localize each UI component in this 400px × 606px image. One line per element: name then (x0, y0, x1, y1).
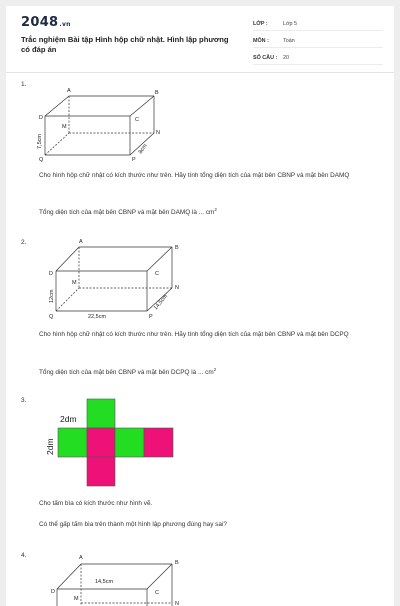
prompt-text: Tổng diện tích của mặt bên CBNP và mặt bên DCPQ là ... cm (39, 369, 214, 377)
vertex-d: D (49, 271, 53, 277)
top-dimension-label: 2dm (60, 414, 77, 424)
depth-label: 14,5cm (152, 293, 170, 312)
question-3 (6, 392, 394, 542)
page-title: Trắc nghiệm Bài tập Hình hộp chữ nhật. Hình lập phương có đáp án (21, 35, 229, 54)
cuboid-figure (31, 235, 181, 321)
question-number: 4. (21, 552, 27, 559)
question-4 (6, 546, 394, 606)
page-header (6, 6, 394, 73)
meta-key: MÔN : (253, 37, 269, 44)
vertex-b: B (175, 560, 179, 566)
question-text: Cho hình hộp chữ nhật có kích thước như trên. Hãy tính tổng diện tích của mặt bên CBNP và mặt bên DCPQ (39, 331, 349, 338)
vertex-b: B (155, 90, 159, 96)
vertex-b: B (175, 245, 179, 251)
net-face-right (115, 428, 144, 457)
question-number: 1. (21, 81, 27, 88)
meta-row-subject (253, 34, 383, 48)
answer-prompt: Có thể gấp tấm bìa trên thành một hình lập phương đúng hay sai? (39, 521, 227, 528)
question-number: 3. (21, 397, 27, 404)
meta-value: 20 (283, 54, 289, 61)
vertex-c: C (155, 271, 159, 277)
meta-row-count (253, 51, 383, 65)
vertex-c: C (135, 117, 139, 123)
worksheet-page (6, 6, 394, 606)
vertex-m: M (72, 280, 77, 286)
vertex-p: P (132, 157, 136, 163)
net-face-center (87, 428, 115, 457)
vertex-a: A (79, 239, 83, 245)
meta-value: Toán (283, 37, 295, 44)
question-number: 2. (21, 239, 27, 246)
site-logo[interactable] (21, 15, 71, 30)
vertex-m: M (62, 124, 67, 130)
meta-key: LỚP : (253, 20, 268, 27)
length-label: 22,5cm (88, 314, 107, 320)
vertex-n: N (175, 285, 179, 291)
question-2 (6, 232, 394, 392)
length-label: 14,5cm (95, 579, 114, 585)
vertex-a: A (79, 555, 83, 561)
unit-exponent: 2 (214, 207, 217, 212)
meta-key: SỐ CÂU : (253, 54, 278, 61)
vertex-n: N (156, 130, 160, 136)
height-label: 12cm (49, 289, 55, 303)
net-face-left (58, 428, 87, 457)
question-text: Cho hình hộp chữ nhật có kích thước như trên. Hãy tính tổng diện tích của mặt bên CBNP và mặt bên DAMQ (39, 172, 350, 179)
meta-row-class (253, 17, 383, 31)
side-dimension-label: 2dm (45, 438, 55, 455)
depth-label: 8cm (137, 143, 149, 156)
cuboid-figure (31, 549, 181, 606)
vertex-d: D (39, 115, 43, 121)
net-face-bottom (87, 457, 115, 486)
height-label: 7,5cm (37, 134, 43, 149)
question-1 (6, 81, 394, 231)
cuboid-figure (31, 81, 171, 163)
vertex-q: Q (49, 314, 54, 320)
answer-prompt (39, 204, 379, 218)
vertex-a: A (67, 88, 71, 94)
logo-text: 2048 (21, 15, 59, 30)
unit-exponent: 2 (213, 367, 217, 372)
vertex-q: Q (39, 157, 44, 163)
logo-suffix: .vn (59, 21, 71, 28)
vertex-p: P (149, 314, 153, 320)
prompt-text: Tổng diện tích của mặt bên CBNP và mặt bên DAMQ là ... cm (39, 209, 215, 217)
vertex-c: C (155, 590, 159, 596)
question-text: Cho tấm bìa có kích thước như hình vẽ. (39, 500, 153, 507)
cube-net-figure (42, 398, 187, 490)
vertex-m: M (74, 596, 79, 602)
net-face-far-right (144, 428, 173, 457)
meta-value: Lớp 5 (283, 20, 298, 27)
net-face-top (87, 399, 115, 428)
answer-prompt (39, 364, 379, 378)
vertex-d: D (51, 589, 55, 595)
meta-info (253, 17, 383, 68)
vertex-n: N (175, 601, 179, 606)
